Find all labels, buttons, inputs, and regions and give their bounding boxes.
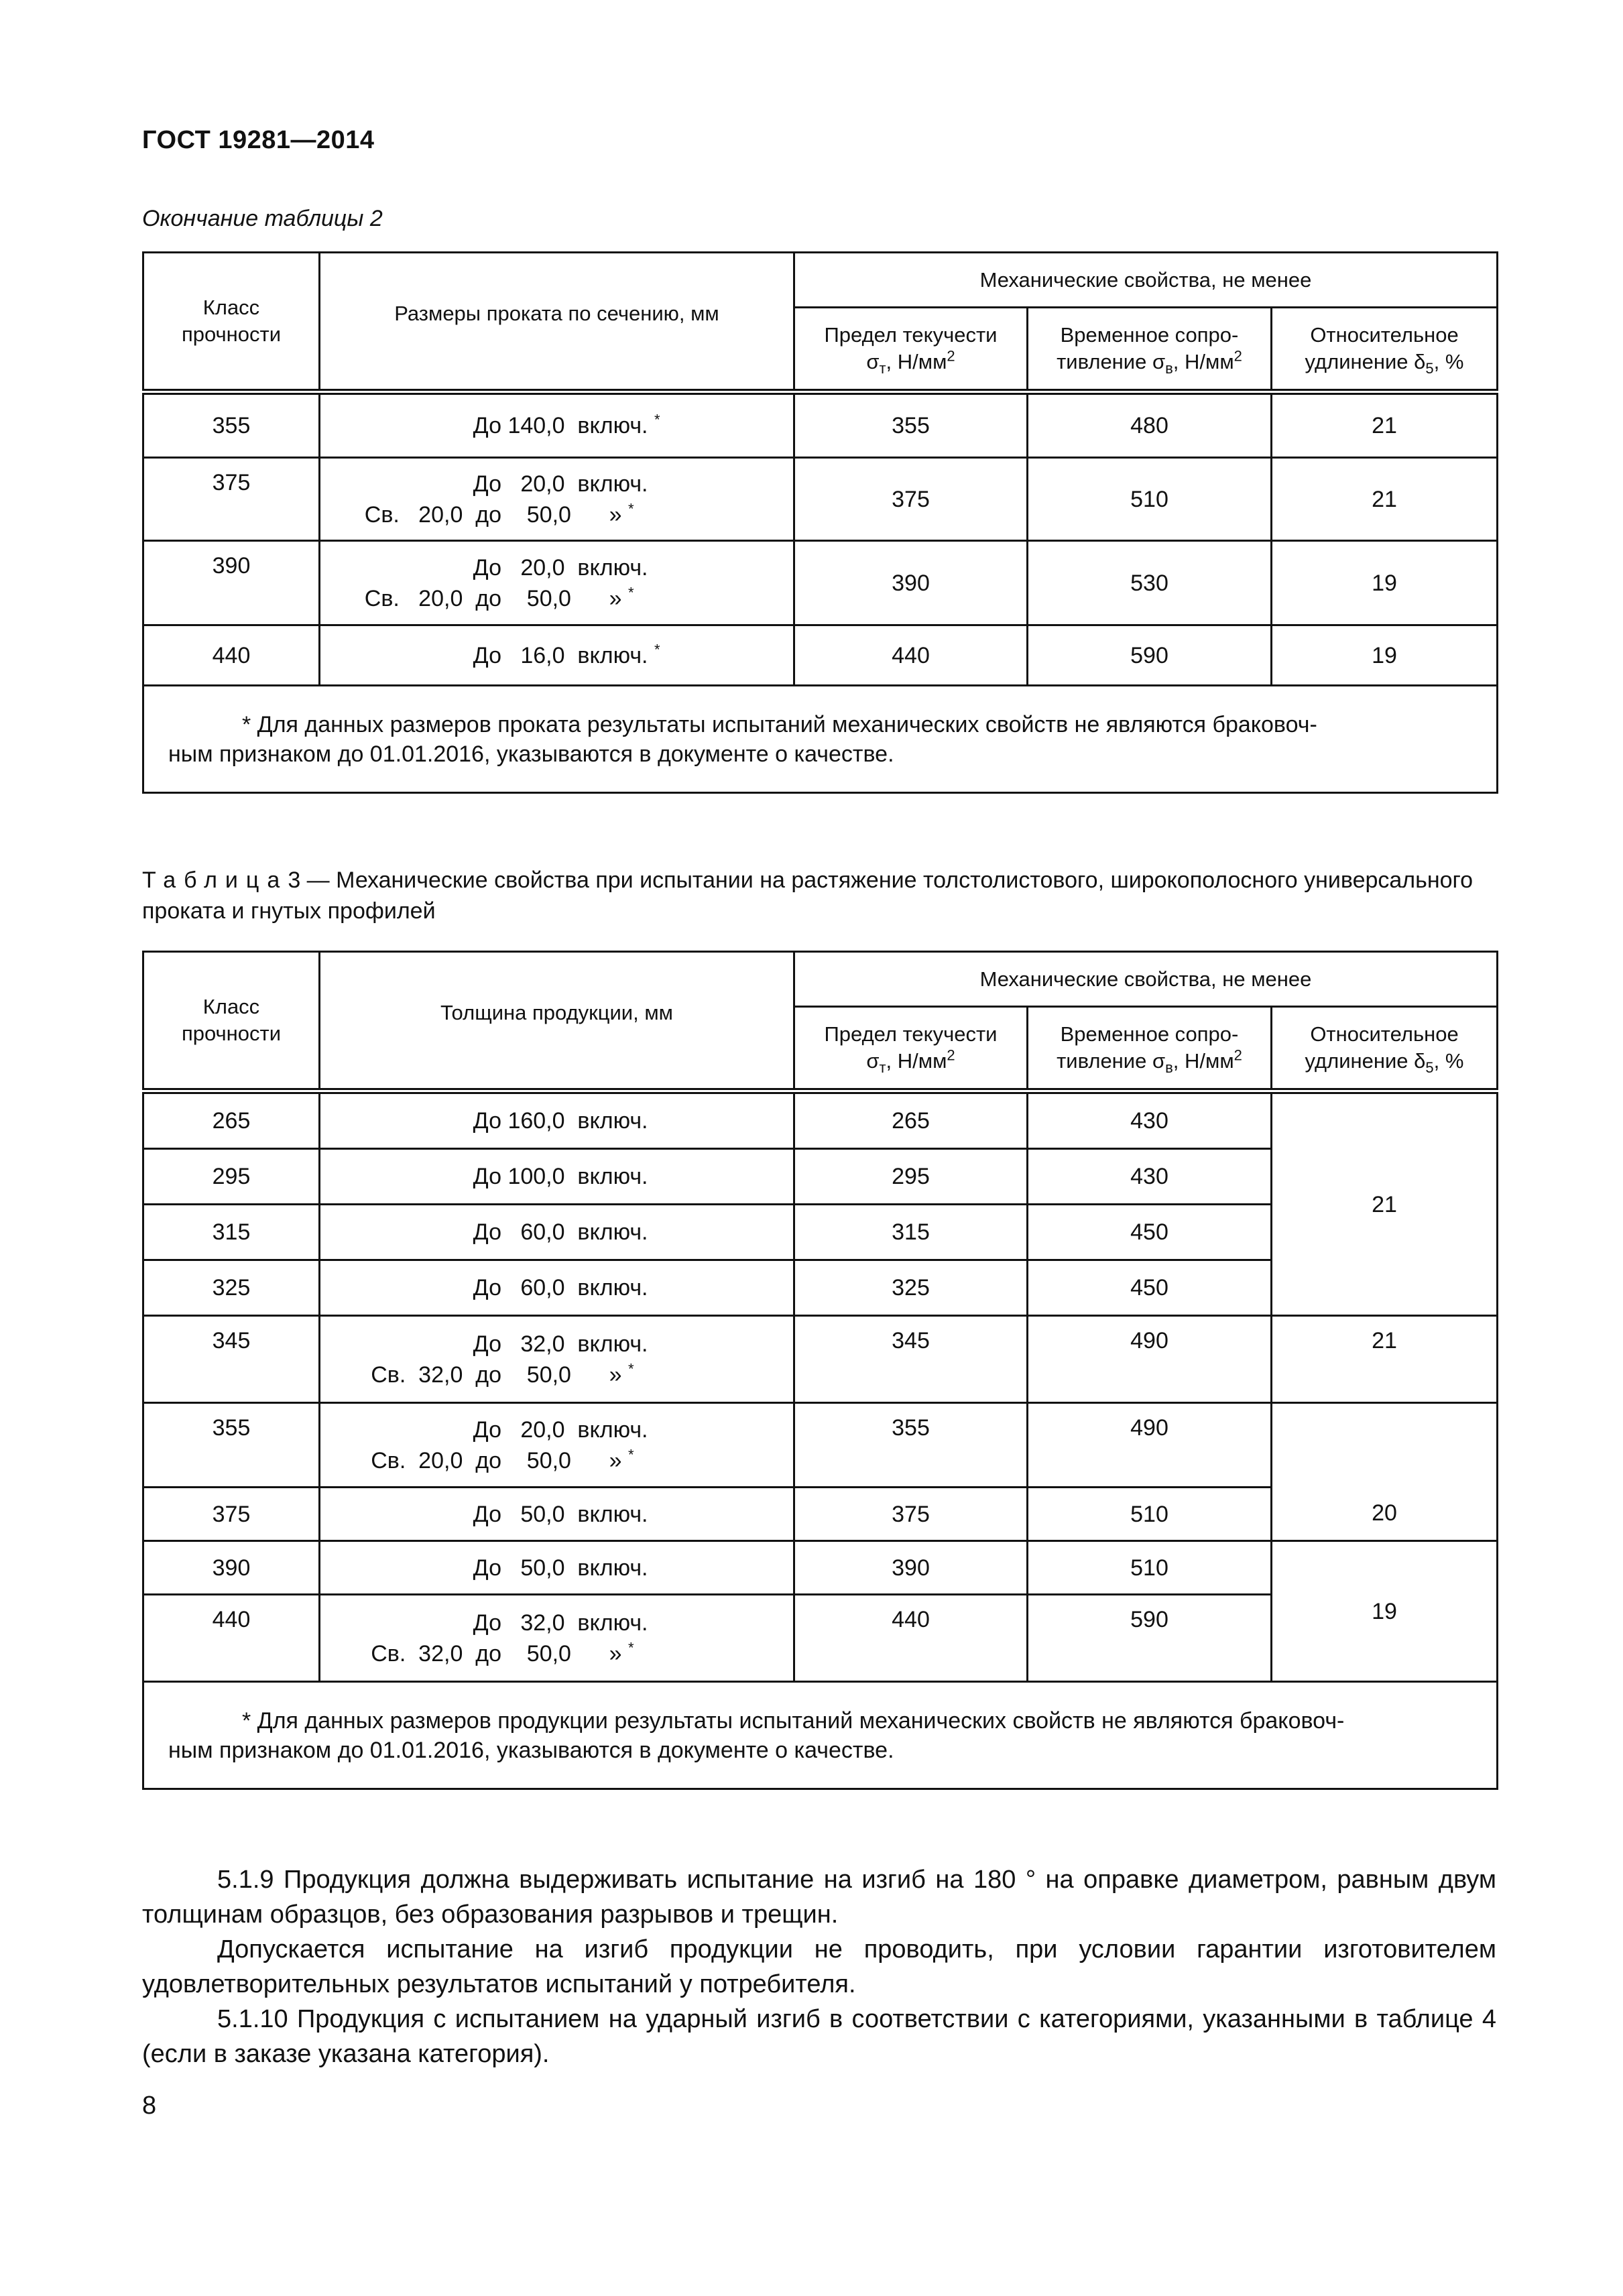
size-cell: До 60,0 включ. <box>320 1260 794 1316</box>
tensile-cell: 590 <box>1028 625 1272 686</box>
class-cell: 345 <box>143 1316 320 1403</box>
table-2 <box>142 251 1498 794</box>
size-cell: До 160,0 включ. <box>320 1091 794 1149</box>
class-cell: 390 <box>143 541 320 625</box>
paragraph-bend-test-note: Допускается испытание на изгиб продукции не проводить, при условии гарантии изготовителем удовлетворительных результатов испытаний у потребителя. <box>142 1935 1496 1998</box>
header-thickness: Толщина продукции, мм <box>320 952 794 1091</box>
elongation-cell: 19 <box>1272 625 1498 686</box>
table3-caption: Таблица3 — Механические свойства при испытании на растяжение толстолистового, широкополосного универсального проката и гнутых профилей <box>142 867 1474 924</box>
class-cell: 375 <box>143 458 320 541</box>
elongation-cell: 21 <box>1272 392 1498 458</box>
yield-cell: 390 <box>794 1541 1028 1595</box>
header-mech-group: Механические свойства, не менее <box>794 952 1498 1007</box>
size-cell: До 32,0 включ. Св. 32,0 до 50,0 » * <box>320 1316 794 1403</box>
elongation-cell: 19 <box>1272 1541 1498 1682</box>
class-cell: 265 <box>143 1091 320 1149</box>
class-cell: 355 <box>143 392 320 458</box>
header-class: Класс прочности <box>143 253 320 392</box>
size-cell: До 20,0 включ. Св. 20,0 до 50,0 » * <box>320 458 794 541</box>
header-class: Класс прочности <box>143 952 320 1091</box>
size-cell: До 60,0 включ. <box>320 1205 794 1260</box>
class-cell: 440 <box>143 1595 320 1682</box>
table-row <box>143 1403 1498 1488</box>
table-row <box>143 392 1498 458</box>
size-cell: До 20,0 включ. Св. 20,0 до 50,0 » * <box>320 541 794 625</box>
class-cell: 355 <box>143 1403 320 1488</box>
header-size: Размеры проката по сечению, мм <box>320 253 794 392</box>
header-yield: Предел текучести $\sigma_т$, $Н/мм^2$ <box>794 308 1028 392</box>
yield-cell: 355 <box>794 392 1028 458</box>
yield-cell: 375 <box>794 1488 1028 1541</box>
yield-cell: 375 <box>794 458 1028 541</box>
yield-cell: 315 <box>794 1205 1028 1260</box>
yield-cell: 265 <box>794 1091 1028 1149</box>
page-number: 8 <box>142 2092 157 2120</box>
table-row <box>143 541 1498 625</box>
class-cell: 375 <box>143 1488 320 1541</box>
class-cell: 295 <box>143 1149 320 1205</box>
header-tensile: Временное сопро- тивление $\sigma_в$, $Н/мм^2$ <box>1028 1007 1272 1091</box>
tensile-cell: 590 <box>1028 1595 1272 1682</box>
paragraph-5-1-9: 5.1.9 Продукция должна выдерживать испытание на изгиб на 180 ° на оправке диаметром, равным двум толщинам образцов, без образования разрывов и трещин. <box>142 1866 1496 1929</box>
elongation-cell: 21 <box>1272 1316 1498 1403</box>
size-cell: До 50,0 включ. <box>320 1488 794 1541</box>
body-text <box>142 1862 1496 2071</box>
yield-cell: 440 <box>794 1595 1028 1682</box>
size-cell: До 16,0 включ. * <box>320 625 794 686</box>
class-cell: 440 <box>143 625 320 686</box>
yield-cell: 390 <box>794 541 1028 625</box>
elongation-cell: 19 <box>1272 541 1498 625</box>
size-cell: До 50,0 включ. <box>320 1541 794 1595</box>
tensile-cell: 480 <box>1028 392 1272 458</box>
tensile-cell: 530 <box>1028 541 1272 625</box>
table3-footnote: * Для данных размеров продукции результаты испытаний механических свойств не являются браковоч- ным признаком до 01.01.2016, указываются в документе о качестве. <box>143 1682 1498 1789</box>
elongation-cell: 20 <box>1272 1403 1498 1541</box>
size-cell: До 32,0 включ. Св. 32,0 до 50,0 » * <box>320 1595 794 1682</box>
size-cell: До 100,0 включ. <box>320 1149 794 1205</box>
tensile-cell: 430 <box>1028 1091 1272 1149</box>
table2-caption: Окончание таблицы 2 <box>142 206 383 231</box>
tensile-cell: 450 <box>1028 1260 1272 1316</box>
class-cell: 325 <box>143 1260 320 1316</box>
elongation-cell: 21 <box>1272 458 1498 541</box>
paragraph-5-1-10: 5.1.10 Продукция с испытанием на ударный изгиб в соответствии с категориями, указанными в таблице 4 (если в заказе указана категория). <box>142 2005 1496 2068</box>
tensile-cell: 490 <box>1028 1316 1272 1403</box>
header-tensile: Временное сопро- тивление $\sigma_в$, $Н/мм^2$ <box>1028 308 1272 392</box>
size-cell: До 140,0 включ. * <box>320 392 794 458</box>
class-cell: 315 <box>143 1205 320 1260</box>
yield-cell: 295 <box>794 1149 1028 1205</box>
header-yield: Предел текучести $\sigma_т$, $Н/мм^2$ <box>794 1007 1028 1091</box>
tensile-cell: 430 <box>1028 1149 1272 1205</box>
document-id-header: ГОСТ 19281—2014 <box>142 126 375 154</box>
header-elongation: Относительное удлинение $\delta_5$, % <box>1272 308 1498 392</box>
size-cell: До 20,0 включ. Св. 20,0 до 50,0 » * <box>320 1403 794 1488</box>
table2-footnote: * Для данных размеров проката результаты испытаний механических свойств не являются браковоч- ным признаком до 01.01.2016, указываются в документе о качестве. <box>143 686 1498 793</box>
yield-cell: 345 <box>794 1316 1028 1403</box>
table-row <box>143 1091 1498 1149</box>
tensile-cell: 510 <box>1028 458 1272 541</box>
yield-cell: 325 <box>794 1260 1028 1316</box>
table-row <box>143 458 1498 541</box>
tensile-cell: 450 <box>1028 1205 1272 1260</box>
yield-cell: 440 <box>794 625 1028 686</box>
header-mech-group: Механические свойства, не менее <box>794 253 1498 308</box>
tensile-cell: 490 <box>1028 1403 1272 1488</box>
tensile-cell: 510 <box>1028 1541 1272 1595</box>
class-cell: 390 <box>143 1541 320 1595</box>
elongation-cell: 21 <box>1272 1091 1498 1316</box>
table-row <box>143 625 1498 686</box>
table-row <box>143 1316 1498 1403</box>
table-row <box>143 1541 1498 1595</box>
tensile-cell: 510 <box>1028 1488 1272 1541</box>
yield-cell: 355 <box>794 1403 1028 1488</box>
table-3 <box>142 951 1498 1790</box>
header-elongation: Относительное удлинение $\delta_5$, % <box>1272 1007 1498 1091</box>
